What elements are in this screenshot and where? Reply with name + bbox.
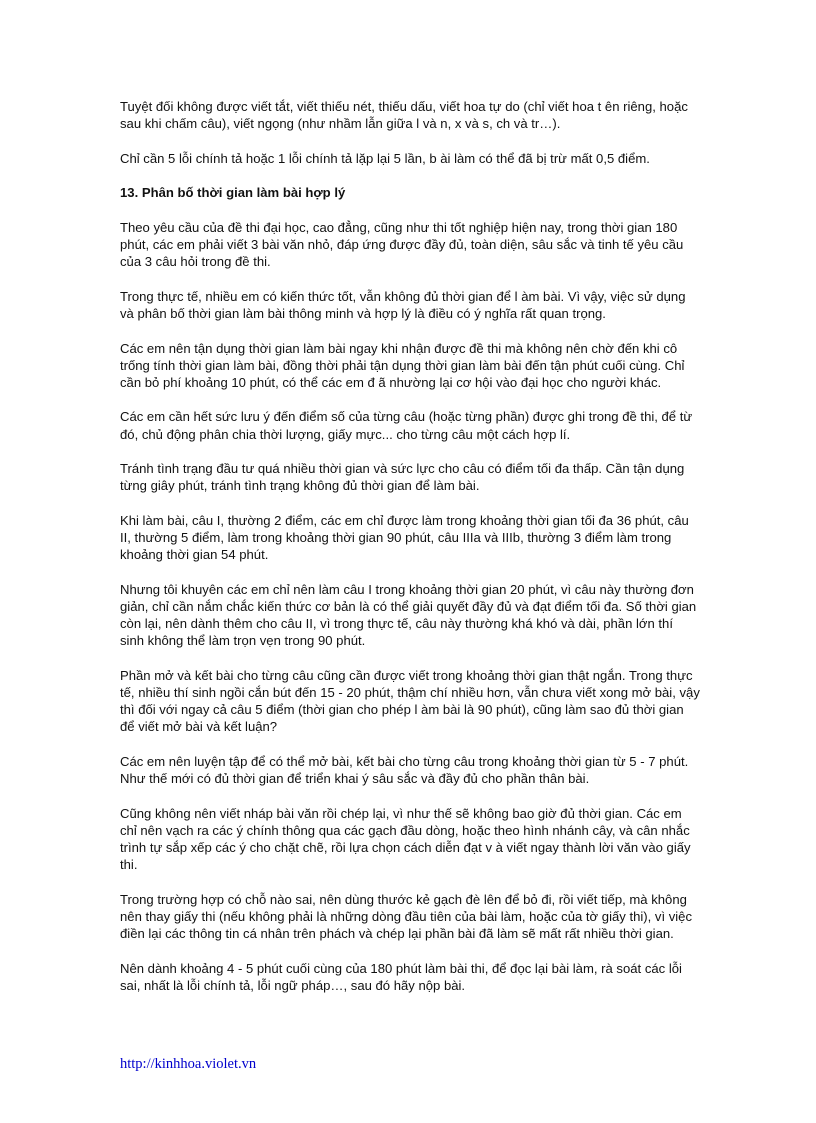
paragraph: Tránh tình trạng đầu tư quá nhiều thời gian và sức lực cho câu có điểm tối đa thấp. Cần tận dụng từng giây phút, tránh tình trạng không đủ thời gian để làm bài. xyxy=(120,461,685,494)
paragraph: Khi làm bài, câu I, thường 2 điểm, các em chỉ được làm trong khoảng thời gian tối đa 36 phút, câu II, thường 5 điểm, làm trong khoảng thời gian 90 phút, câu IIIa và IIIb, thường 3 điểm làm trong khoảng thời gian 54 phút. xyxy=(120,512,689,563)
paragraph: Nhưng tôi khuyên các em chỉ nên làm câu I trong khoảng thời gian 20 phút, vì câu này thường đơn giản, chỉ cần nắm chắc kiến thức cơ bản là có thể giải quyết đầy đủ và đạt điểm tối đa. Số thời gian còn lại, nên dành thêm cho câu II, vì trong thực tế, câu này thường khá khó và dài, phần lớn thí sinh không thể làm trọn vẹn trong 90 phút. xyxy=(120,581,697,649)
paragraph: Theo yêu cầu của đề thi đại học, cao đẳng, cũng như thi tốt nghiệp hiện nay, trong thời gian 180 phút, các em phải viết 3 bài văn nhỏ, đáp ứng được đầy đủ, toàn diện, sâu sắc và tinh tế yêu cầu của 3 câu hỏi trong đề thi. xyxy=(120,219,684,270)
paragraph: Các em nên luyện tập để có thể mở bài, kết bài cho từng câu trong khoảng thời gian từ 5 - 7 phút. Như thế mới có đủ thời gian để triển khai ý sâu sắc và đầy đủ cho phần thân bài. xyxy=(120,753,689,787)
paragraph-spelling-penalty: Chỉ cần 5 lỗi chính tả hoặc 1 lỗi chính tả lặp lại 5 lần, b ài làm có thể đã bị trừ mất 0,5 điểm. xyxy=(120,150,650,166)
paragraph: Nên dành khoảng 4 - 5 phút cuối cùng của 180 phút làm bài thi, để đọc lại bài làm, rà soát các lỗi sai, nhất là lỗi chính tả, lỗi ngữ pháp…, sau đó hãy nộp bài. xyxy=(120,960,682,993)
paragraph: Các em cần hết sức lưu ý đến điểm số của từng câu (hoặc từng phần) được ghi trong đề thi, để từ đó, chủ động phân chia thời lượng, giấy mực... cho từng câu một cách hợp lí. xyxy=(120,409,693,442)
paragraph: Phần mở và kết bài cho từng câu cũng cần được viết trong khoảng thời gian thật ngắn. Trong thực tế, nhiều thí sinh ngồi cắn bút đến 15 - 20 phút, thậm chí nhiều hơn, vẫn chưa viết xong mở bài, vậy thì đối với ngay cả câu 5 điểm (thời gian cho phép l àm bài là 90 phút), cũng làm sao đủ thời gian để viết mở bài và kết luận? xyxy=(120,667,700,735)
paragraph: Các em nên tận dụng thời gian làm bài ngay khi nhận được đề thi mà không nên chờ đến khi cô trống tính thời gian làm bài, đồng thời phải tận dụng thời gian làm bài đến tận phút cuối cùng. Chỉ cần bỏ phí khoảng 10 phút, có thể các em đ ã nhường lại cơ hội vào đại học cho người khác. xyxy=(120,340,685,390)
paragraph-no-abbreviation: Tuyệt đối không được viết tắt, viết thiếu nét, thiếu dấu, viết hoa tự do (chỉ viết hoa t ên riêng, hoặc sau khi chấm câu), viết ngọng (như nhầm lẫn giữa l và n, x và s, ch và tr…). xyxy=(120,99,688,132)
section-heading: 13. Phân bố thời gian làm bài hợp lý xyxy=(120,185,346,201)
paragraph: Trong trường hợp có chỗ nào sai, nên dùng thước kẻ gạch đè lên để bỏ đi, rồi viết tiếp, mà không nên thay giấy thi (nếu không phải là những dòng đầu tiên của bài làm, hoặc của tờ giấy thi), vì việc điền lại các thông tin cá nhân trên phách và chép lại phần bài đã làm sẽ mất rất nhiều thời gian. xyxy=(120,891,693,942)
paragraph: Cũng không nên viết nháp bài văn rồi chép lại, vì như thế sẽ không bao giờ đủ thời gian. Các em chỉ nên vạch ra các ý chính thông qua các gạch đầu dòng, hoặc theo hình nhánh cây, và cân nhắc trình tự sắp xếp các ý cho chặt chẽ, rồi lựa chọn cách diễn đạt v à viết ngay thành lời văn vào giấy thi. xyxy=(120,805,691,873)
paragraph: Trong thực tế, nhiều em có kiến thức tốt, vẫn không đủ thời gian để l àm bài. Vì vậy, việc sử dụng và phân bố thời gian làm bài thông minh và hợp lý là điều có ý nghĩa rất quan trọng. xyxy=(120,288,686,322)
document-body xyxy=(120,98,700,1011)
footer-website-link[interactable]: http://kinhhoa.violet.vn xyxy=(120,1056,257,1072)
